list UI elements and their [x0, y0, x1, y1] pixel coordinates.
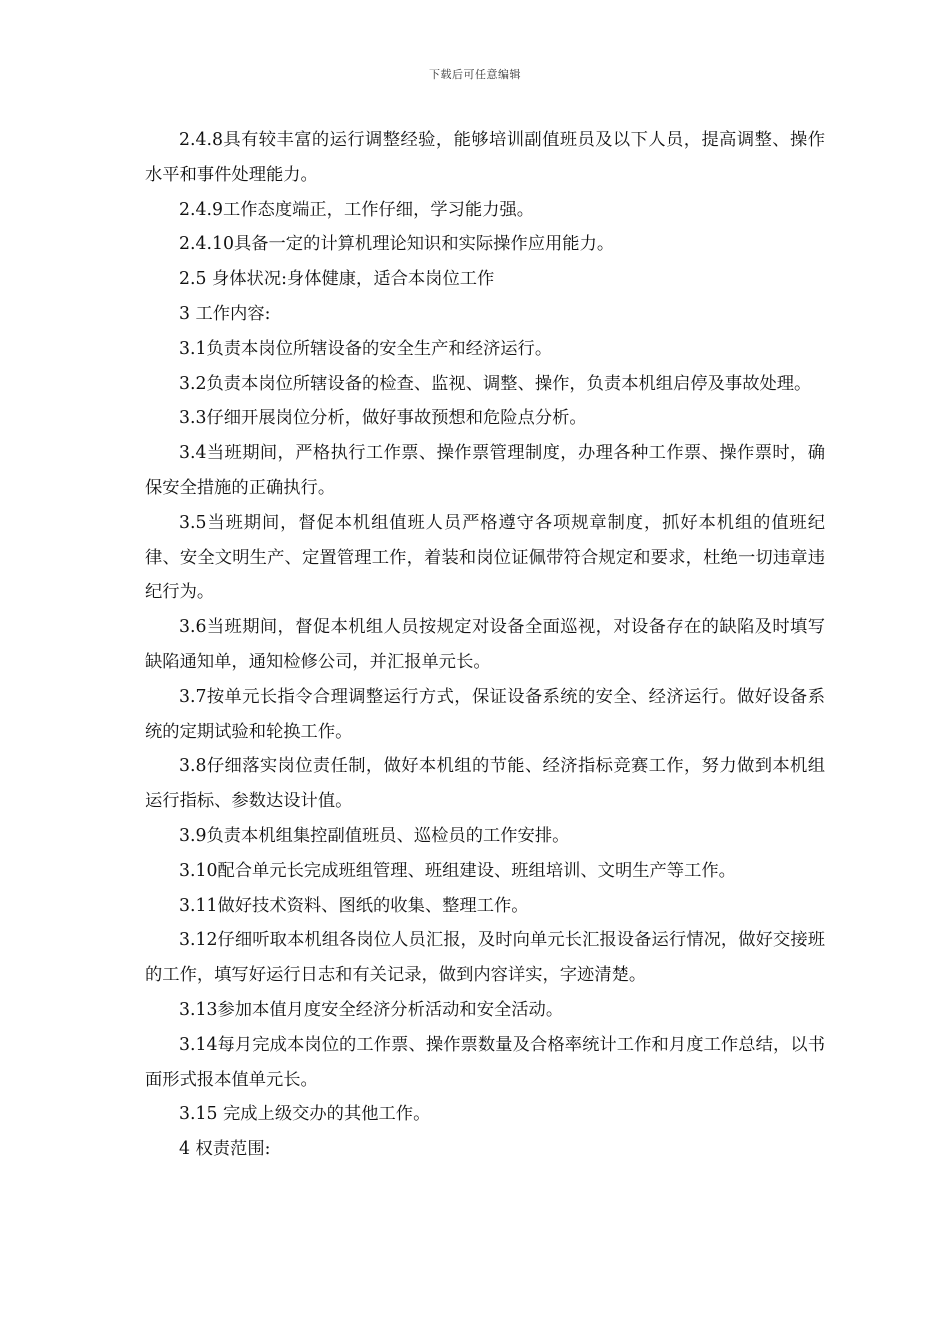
paragraph-3-4: 3.4当班期间，严格执行工作票、操作票管理制度，办理各种工作票、操作票时，确保安全措施的正确执行。: [145, 443, 825, 498]
paragraph-3-15: 3.15 完成上级交办的其他工作。: [179, 1104, 431, 1125]
section-heading-4: 4 权责范围:: [179, 1139, 271, 1160]
paragraph-3-6: 3.6当班期间，督促本机组人员按规定对设备全面巡视，对设备存在的缺陷及时填写缺陷通知单，通知检修公司，并汇报单元长。: [145, 617, 825, 672]
paragraph-2-5: 2.5 身体状况:身体健康，适合本岗位工作: [179, 269, 495, 290]
paragraph-3-5: 3.5当班期间，督促本机组值班人员严格遵守各项规章制度，抓好本机组的值班纪律、安全文明生产、定置管理工作，着装和岗位证佩带符合规定和要求，杜绝一切违章违纪行为。: [145, 512, 825, 603]
paragraph-3-7: 3.7按单元长指令合理调整运行方式，保证设备系统的安全、经济运行。做好设备系统的定期试验和轮换工作。: [145, 686, 825, 742]
paragraph-3-9: 3.9负责本机组集控副值班员、巡检员的工作安排。: [179, 825, 570, 846]
paragraph-3-1: 3.1负责本岗位所辖设备的安全生产和经济运行。: [179, 338, 553, 359]
document-body: [145, 123, 825, 1167]
paragraph-2-4-9: 2.4.9工作态度端正，工作仔细，学习能力强。: [179, 199, 535, 220]
paragraph-3-11: 3.11做好技术资料、图纸的收集、整理工作。: [179, 895, 529, 916]
paragraph-2-4-8: 2.4.8具有较丰富的运行调整经验，能够培训副值班员及以下人员，提高调整、操作水平和事件处理能力。: [145, 130, 825, 185]
section-heading-3: 3 工作内容:: [179, 303, 271, 324]
paragraph-3-14: 3.14每月完成本岗位的工作票、操作票数量及合格率统计工作和月度工作总结，以书面形式报本值单元长。: [145, 1034, 825, 1090]
paragraph-3-2: 3.2负责本岗位所辖设备的检查、监视、调整、操作，负责本机组启停及事故处理。: [179, 373, 812, 394]
paragraph-3-8: 3.8仔细落实岗位责任制，做好本机组的节能、经济指标竞赛工作，努力做到本机组运行指标、参数达设计值。: [145, 756, 825, 812]
paragraph-3-13: 3.13参加本值月度安全经济分析活动和安全活动。: [179, 999, 564, 1020]
paragraph-2-4-10: 2.4.10具备一定的计算机理论知识和实际操作应用能力。: [179, 234, 615, 255]
paragraph-3-12: 3.12仔细听取本机组各岗位人员汇报，及时向单元长汇报设备运行情况，做好交接班的工作，填写好运行日志和有关记录，做到内容详实，字迹清楚。: [145, 930, 825, 986]
paragraph-3-3: 3.3仔细开展岗位分析，做好事故预想和危险点分析。: [179, 408, 587, 429]
paragraph-3-10: 3.10配合单元长完成班组管理、班组建设、班组培训、文明生产等工作。: [179, 860, 736, 881]
page-header-note: 下载后可任意编辑: [429, 68, 521, 81]
